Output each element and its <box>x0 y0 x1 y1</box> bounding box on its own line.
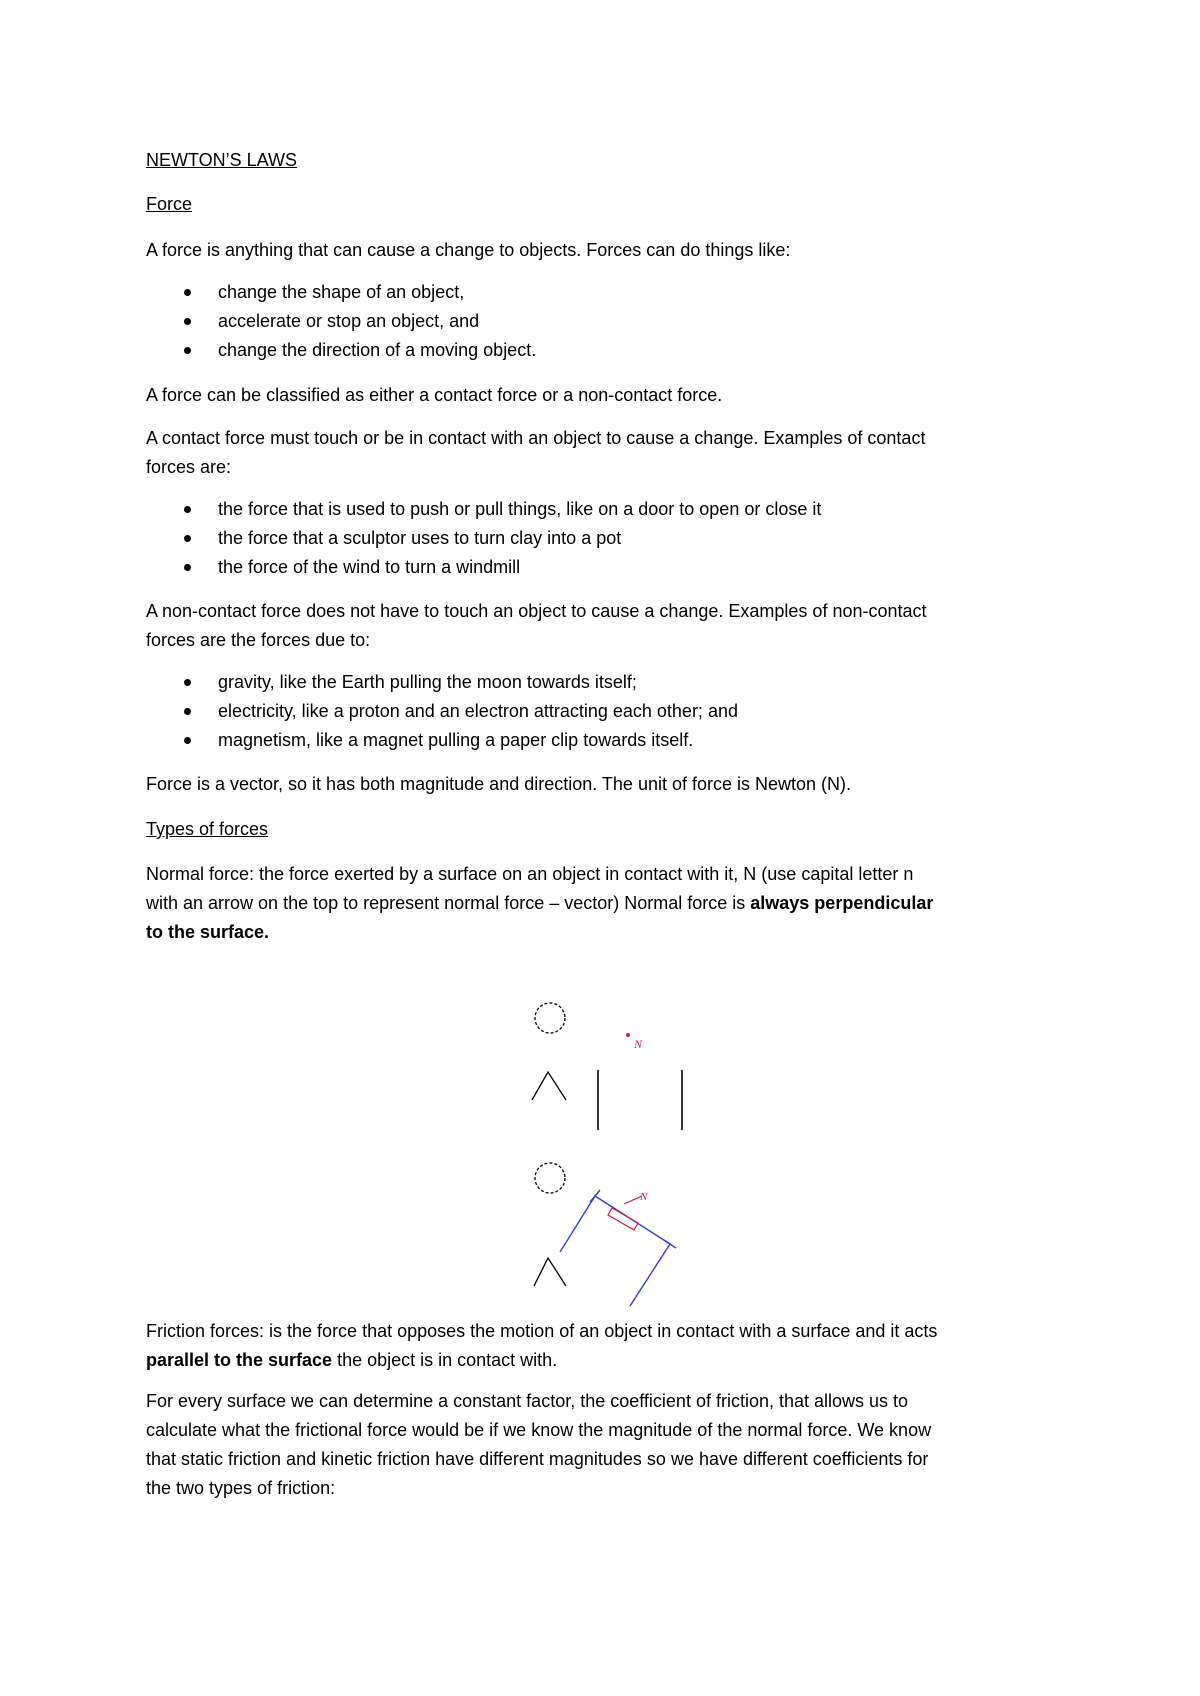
bullet-icon <box>184 708 191 715</box>
intro-paragraph: A force is anything that can cause a change to objects. Forces can do things like: <box>146 240 791 260</box>
coefficient-paragraph: For every surface we can determine a constant factor, the coefficient of friction, that allows us to calculate what the frictional force would be if we know the magnitude of the normal force. We know that static friction and kinetic friction have different magnitudes so we have different coefficients for the two types of friction: <box>146 1391 932 1498</box>
bullet-icon <box>184 564 191 571</box>
figure-legs-top <box>532 1072 566 1100</box>
vector-paragraph: Force is a vector, so it has both magnitude and direction. The unit of force is Newton (N). <box>146 774 852 794</box>
normal-label-bottom: N <box>640 1191 648 1203</box>
normal-marker-top <box>626 1033 630 1037</box>
list-item: change the shape of an object, <box>146 278 1066 307</box>
document-page <box>146 146 1066 947</box>
list-item: the force that is used to push or pull things, like on a door to open or close it <box>146 495 1066 524</box>
bullet-icon <box>184 318 191 325</box>
incline-top-tick <box>590 1190 600 1202</box>
friction-paragraph: Friction forces: is the force that opposes the motion of an object in contact with a surface and it acts parallel to the surface the object is in contact with. <box>146 1321 938 1370</box>
normal-arrow-bottom <box>608 1208 638 1230</box>
list-item: electricity, like a proton and an electron attracting each other; and <box>146 697 1066 726</box>
types-of-forces-heading: Types of forces <box>146 819 269 839</box>
incline-right-tick <box>664 1240 676 1248</box>
noncontact-paragraph: A non-contact force does not have to touch an object to cause a change. Examples of non-contact forces are the forces due to: <box>146 601 927 650</box>
incline-left-side <box>560 1196 595 1252</box>
bullet-icon <box>184 679 191 686</box>
friction-section <box>146 1317 1066 1503</box>
bullet-icon <box>184 506 191 513</box>
list-item: the force of the wind to turn a windmill <box>146 553 1066 582</box>
figure-head-top <box>535 1003 565 1033</box>
figure-head-bottom <box>535 1163 565 1193</box>
bullet-icon <box>184 535 191 542</box>
figure-legs-bottom <box>534 1258 566 1286</box>
bullet-icon <box>184 737 191 744</box>
contact-bullet-list <box>146 495 1066 582</box>
list-item: change the direction of a moving object. <box>146 336 1066 365</box>
incline-right-side <box>630 1244 670 1306</box>
normal-force-paragraph: Normal force: the force exerted by a surface on an object in contact with it, N (use capital letter n with an arrow on the top to represent normal force – vector) Normal force is always perpendicular to the surface. <box>146 864 934 942</box>
contact-paragraph: A contact force must touch or be in contact with an object to cause a change. Examples of contact forces are: <box>146 428 926 477</box>
force-heading: Force <box>146 194 193 214</box>
bullet-icon <box>184 347 191 354</box>
normal-force-diagram <box>500 990 700 1310</box>
noncontact-bullet-list <box>146 668 1066 755</box>
list-item: accelerate or stop an object, and <box>146 307 1066 336</box>
list-item: the force that a sculptor uses to turn clay into a pot <box>146 524 1066 553</box>
list-item: magnetism, like a magnet pulling a paper clip towards itself. <box>146 726 1066 755</box>
intro-bullet-list <box>146 278 1066 365</box>
normal-label-top: N <box>634 1037 643 1051</box>
list-item: gravity, like the Earth pulling the moon towards itself; <box>146 668 1066 697</box>
bullet-icon <box>184 289 191 296</box>
page-title: NEWTON’S LAWS <box>146 150 298 170</box>
classification-paragraph: A force can be classified as either a contact force or a non-contact force. <box>146 385 723 405</box>
